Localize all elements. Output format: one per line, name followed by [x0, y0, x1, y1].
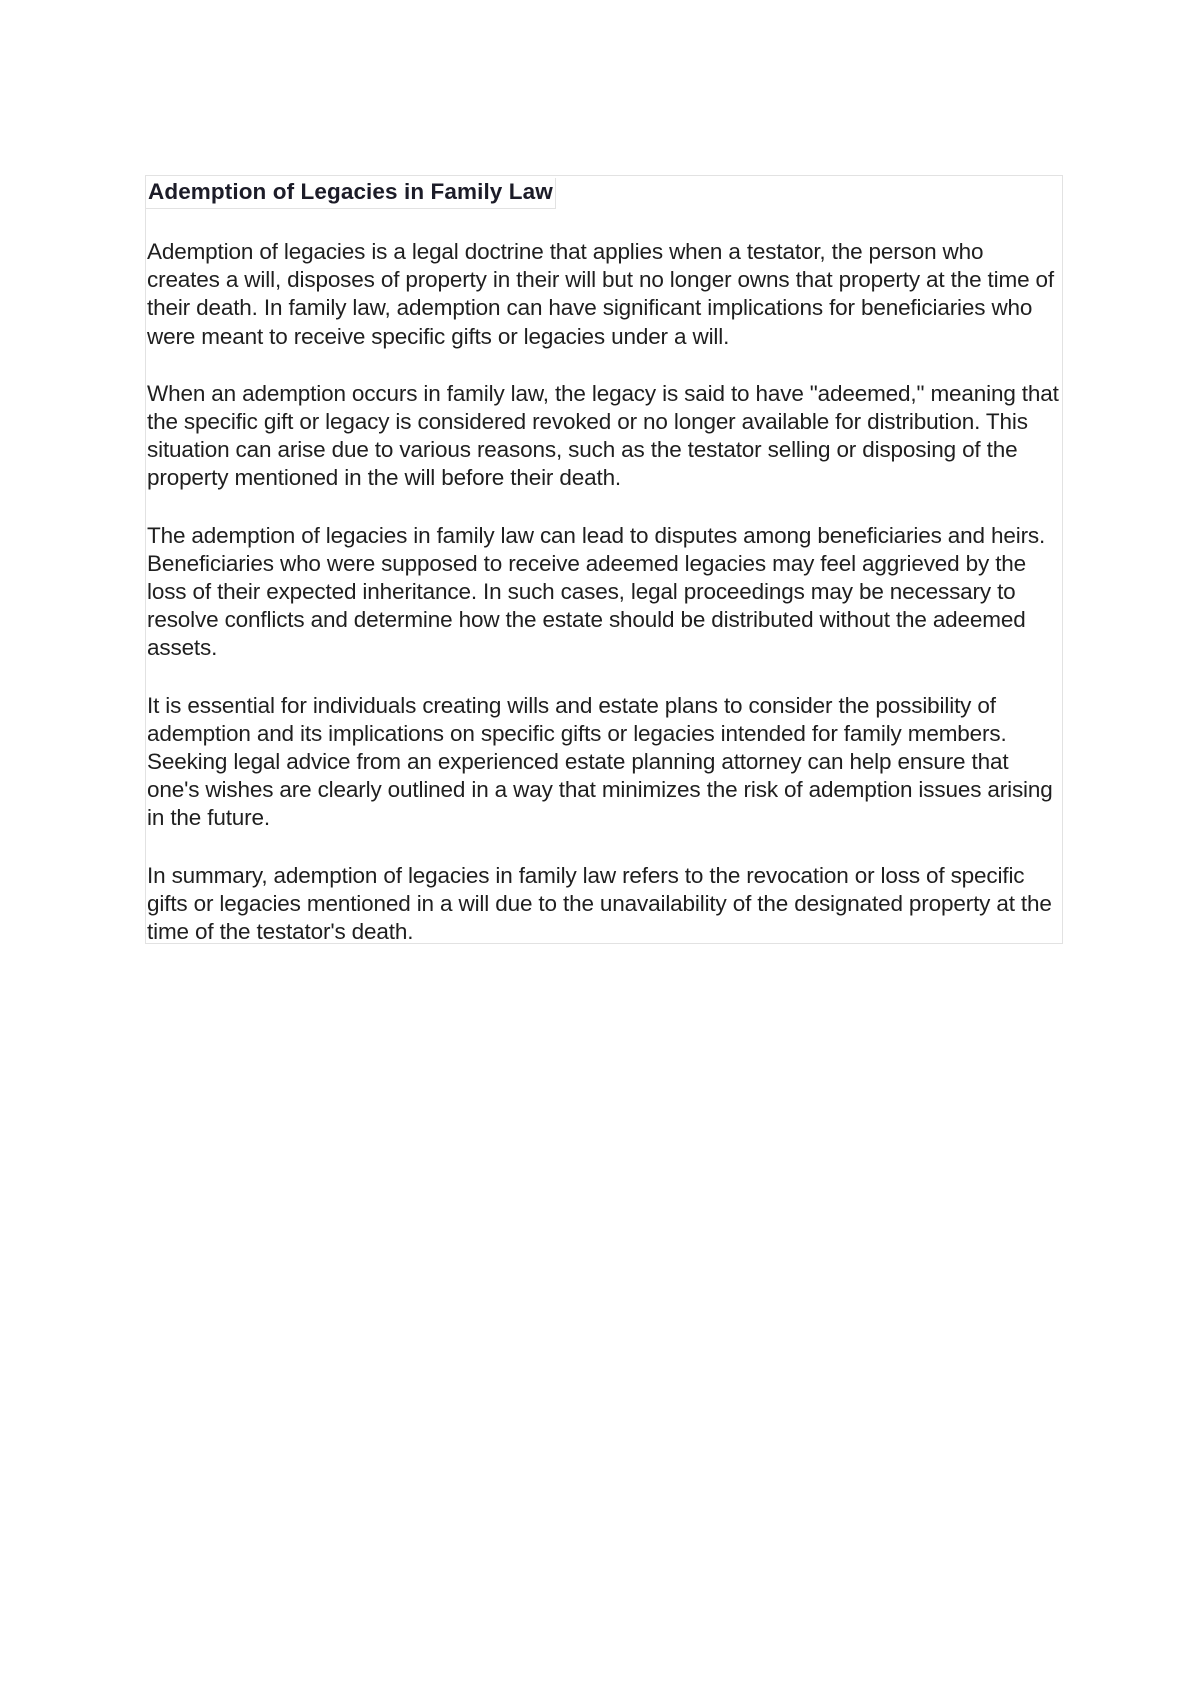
- spacer: [146, 493, 1062, 522]
- document-title: Ademption of Legacies in Family Law: [146, 178, 556, 209]
- paragraph-4: It is essential for individuals creating wills and estate plans to consider the possibility of ademption and its implications on specific gifts or legacies intended for family members. Seeking legal advice from an experienced estate planning attorney can help ensure that one's wishes are clearly outlined in a way that minimizes the risk of ademption issues arising in the future.: [147, 692, 1053, 831]
- spacer: [146, 663, 1062, 692]
- spacer: [146, 351, 1062, 380]
- paragraph-5: In summary, ademption of legacies in family law refers to the revocation or loss of specific gifts or legacies mentioned in a will due to the unavailability of the designated property at the time of the testator's death.: [147, 862, 1052, 945]
- spacer: [146, 209, 1062, 238]
- paragraph-2: When an ademption occurs in family law, the legacy is said to have "adeemed," meaning that the specific gift or legacy is considered revoked or no longer available for distribution. This situation can arise due to various reasons, such as the testator selling or disposing of the property mentioned in the will before their death.: [147, 380, 1059, 491]
- document-body: [145, 175, 1063, 944]
- spacer: [146, 833, 1062, 862]
- paragraph-3: The ademption of legacies in family law can lead to disputes among beneficiaries and heirs. Beneficiaries who were supposed to receive adeemed legacies may feel aggrieved by the loss of their expected inheritance. In such cases, legal proceedings may be necessary to resolve conflicts and determine how the estate should be distributed without the adeemed assets.: [147, 522, 1046, 661]
- paragraph-1: Ademption of legacies is a legal doctrine that applies when a testator, the person who creates a will, disposes of property in their will but no longer owns that property at the time of their death. In family law, ademption can have significant implications for beneficiaries who were meant to receive specific gifts or legacies under a will.: [147, 239, 1055, 349]
